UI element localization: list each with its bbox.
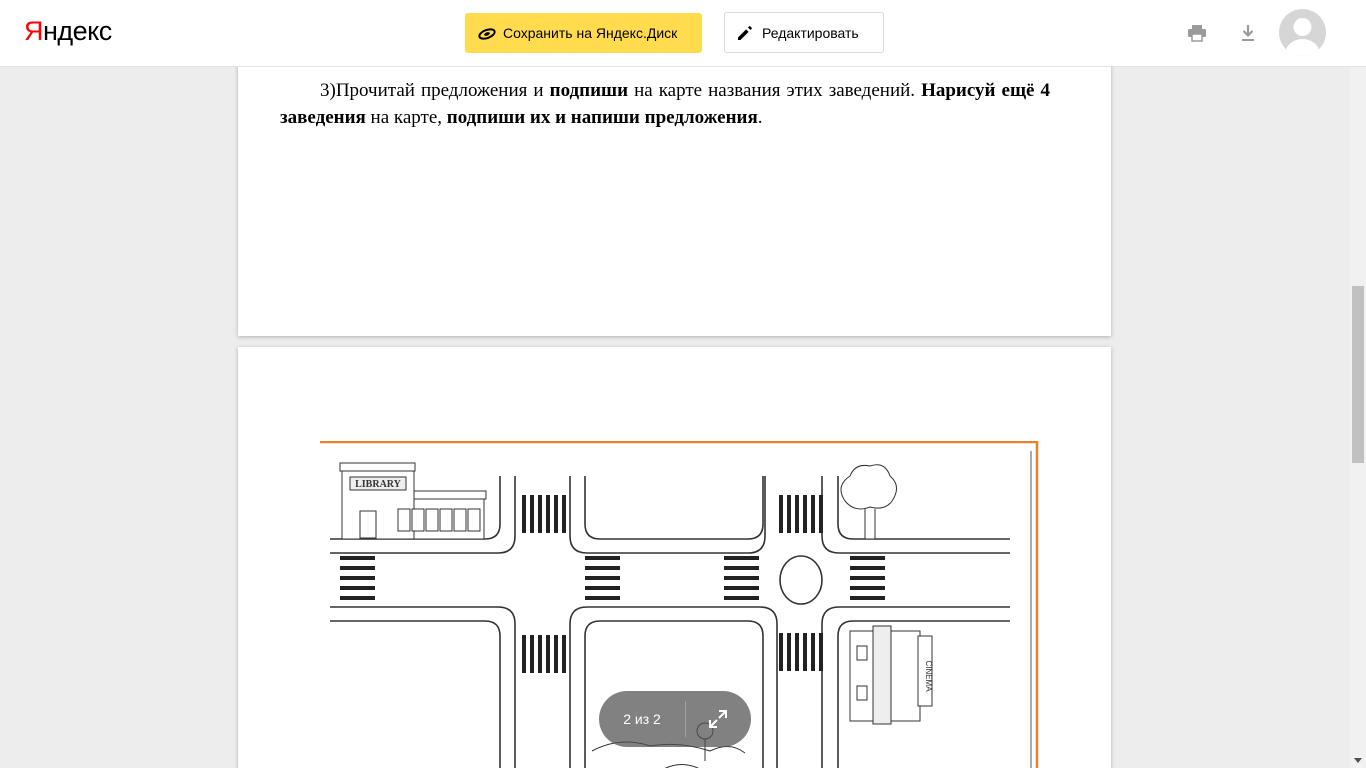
- page-counter: 2 из 2: [623, 711, 661, 727]
- svg-text:LIBRARY: LIBRARY: [355, 479, 401, 490]
- edit-button-label: Редактировать: [762, 24, 859, 41]
- user-avatar[interactable]: [1279, 9, 1326, 56]
- logo-text: [24, 16, 112, 46]
- vertical-scrollbar[interactable]: [1350, 0, 1366, 768]
- document-viewer[interactable]: [0, 67, 1350, 768]
- save-button-label: Сохранить на Яндекс.Диск: [503, 25, 678, 41]
- print-button[interactable]: [1186, 22, 1208, 44]
- save-to-disk-button[interactable]: [465, 13, 702, 53]
- top-toolbar: [0, 0, 1366, 67]
- scrollbar-thumb[interactable]: [1352, 286, 1364, 463]
- expand-icon: [709, 710, 727, 728]
- task-paragraph: [280, 77, 1050, 131]
- logo-rest: ндекс: [43, 16, 112, 46]
- svg-text:CINEMA: CINEMA: [924, 660, 933, 692]
- yandex-logo[interactable]: [24, 16, 112, 47]
- task-text-part: 3)Прочитай предложения и: [320, 80, 550, 101]
- page-navigator: [599, 691, 751, 747]
- document-page-1: [238, 67, 1111, 336]
- avatar-icon: [1279, 9, 1326, 56]
- edit-button[interactable]: [724, 12, 884, 53]
- pencil-icon: [736, 24, 754, 42]
- download-button[interactable]: [1237, 22, 1259, 44]
- task-text-part: .: [757, 107, 763, 128]
- download-icon: [1240, 24, 1256, 42]
- task-text-part: подпиши их и напиши предложения: [446, 107, 758, 128]
- yadisk-icon: [477, 25, 497, 41]
- task-text-part: на карте,: [365, 107, 447, 128]
- scroll-down-icon[interactable]: [1354, 758, 1362, 763]
- task-text-part: на карте названия этих заведений.: [628, 80, 922, 101]
- logo-first-letter: Я: [24, 16, 43, 46]
- task-text-part: подпиши: [549, 80, 629, 101]
- task-text-part: Нарисуй ещё 4 заведения: [280, 80, 1050, 128]
- fullscreen-button[interactable]: [686, 691, 750, 747]
- print-icon: [1187, 24, 1207, 42]
